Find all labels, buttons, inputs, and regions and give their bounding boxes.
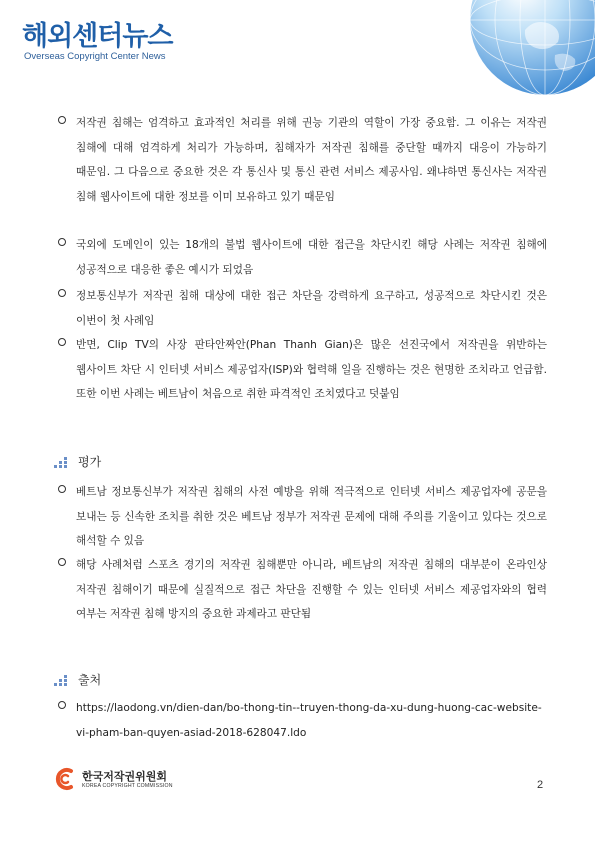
dots-icon <box>54 675 70 685</box>
circle-bullet-icon <box>58 701 66 709</box>
list-item <box>52 553 547 627</box>
source-list <box>52 696 547 745</box>
evaluation-bullet-list <box>52 480 547 554</box>
body-bullet-list <box>52 333 547 407</box>
source-url[interactable]: https://laodong.vn/dien-dan/bo-thong-tin--truyen-thong-da-xu-dung-huong-cac-website-vi-pham-ban-quyen-asiad-2018-628047.ldo <box>76 702 542 739</box>
body-bullet-list <box>52 233 547 282</box>
body-bullet-list <box>52 284 547 333</box>
circle-bullet-icon <box>58 485 66 493</box>
bullet-text: 해당 사례처럼 스포츠 경기의 저작권 침해뿐만 아니라, 베트남의 저작권 침해의 대부분이 온라인상 저작권 침해이기 때문에 실질적으로 접근 차단을 진행할 수 있는 인터넷 서비스 제공업자와의 협력 여부는 저작권 침해 방지의 중요한 과제라고 판단됨 <box>76 559 547 620</box>
org-name-en: KOREA COPYRIGHT COMMISSION <box>82 782 173 789</box>
source-heading <box>54 671 101 688</box>
bullet-text: 정보통신부가 저작권 침해 대상에 대한 접근 차단을 강력하게 요구하고, 성공적으로 차단시킨 것은 이번이 첫 사례임 <box>76 290 547 327</box>
bullet-text: 베트남 정보통신부가 저작권 침해의 사전 예방을 위해 적극적으로 인터넷 서비스 제공업자에 공문을 보내는 등 신속한 조치를 취한 것은 베트남 정부가 저작권 문제에 대해 주의를 기울이고 있다는 것으로 해석할 수 있음 <box>76 486 547 547</box>
list-item <box>52 333 547 407</box>
circle-bullet-icon <box>58 558 66 566</box>
footer-logo <box>54 767 173 791</box>
header-subtitle: Overseas Copyright Center News <box>24 51 166 62</box>
evaluation-heading <box>54 453 101 470</box>
body-bullet-list <box>52 111 547 209</box>
evaluation-heading-text: 평가 <box>78 455 102 469</box>
globe-icon <box>405 0 595 95</box>
circle-bullet-icon <box>58 338 66 346</box>
copyright-commission-logo-icon <box>54 767 76 791</box>
dots-icon <box>54 457 70 467</box>
bullet-text: 국외에 도메인이 있는 18개의 불법 웹사이트에 대한 접근을 차단시킨 해당 사례는 저작권 침해에 성공적으로 대응한 좋은 예시가 되었음 <box>76 239 547 276</box>
bullet-text: 저작권 침해는 엄격하고 효과적인 처리를 위해 권능 기관의 역할이 가장 중요함. 그 이유는 저작권 침해에 대해 엄격하게 처리가 가능하며, 침해자가 저작권 침해를 중단할 때까지 대응이 가능하기 때문임. 그 다음으로 중요한 것은 각 통신사 및 통신 관련 서비스 제공사임. 왜냐하면 통신사는 저작권 침해 웹사이트에 대한 정보를 이미 보유하고 있기 때문임 <box>76 117 547 203</box>
header-title: 해외센터뉴스 <box>22 21 173 52</box>
list-item <box>52 233 547 282</box>
list-item <box>52 696 547 745</box>
list-item <box>52 480 547 554</box>
org-name: 한국저작권위원회 <box>82 769 168 783</box>
page-header <box>0 0 595 95</box>
bullet-text: 반면, Clip TV의 사장 판타안짜안(Phan Thanh Gian)은 많은 선진국에서 저작권을 위반하는 웹사이트 차단 시 인터넷 서비스 제공업자(ISP)와 협력해 일을 진행하는 것은 현명한 조치라고 언급함. 또한 이번 사례는 베트남이 처음으로 취한 파격적인 조치였다고 덧붙임 <box>76 339 547 400</box>
circle-bullet-icon <box>58 116 66 124</box>
circle-bullet-icon <box>58 289 66 297</box>
source-heading-text: 출처 <box>78 673 102 687</box>
evaluation-bullet-list <box>52 553 547 627</box>
list-item <box>52 284 547 333</box>
page-number: 2 <box>537 779 544 791</box>
circle-bullet-icon <box>58 238 66 246</box>
list-item <box>52 111 547 209</box>
